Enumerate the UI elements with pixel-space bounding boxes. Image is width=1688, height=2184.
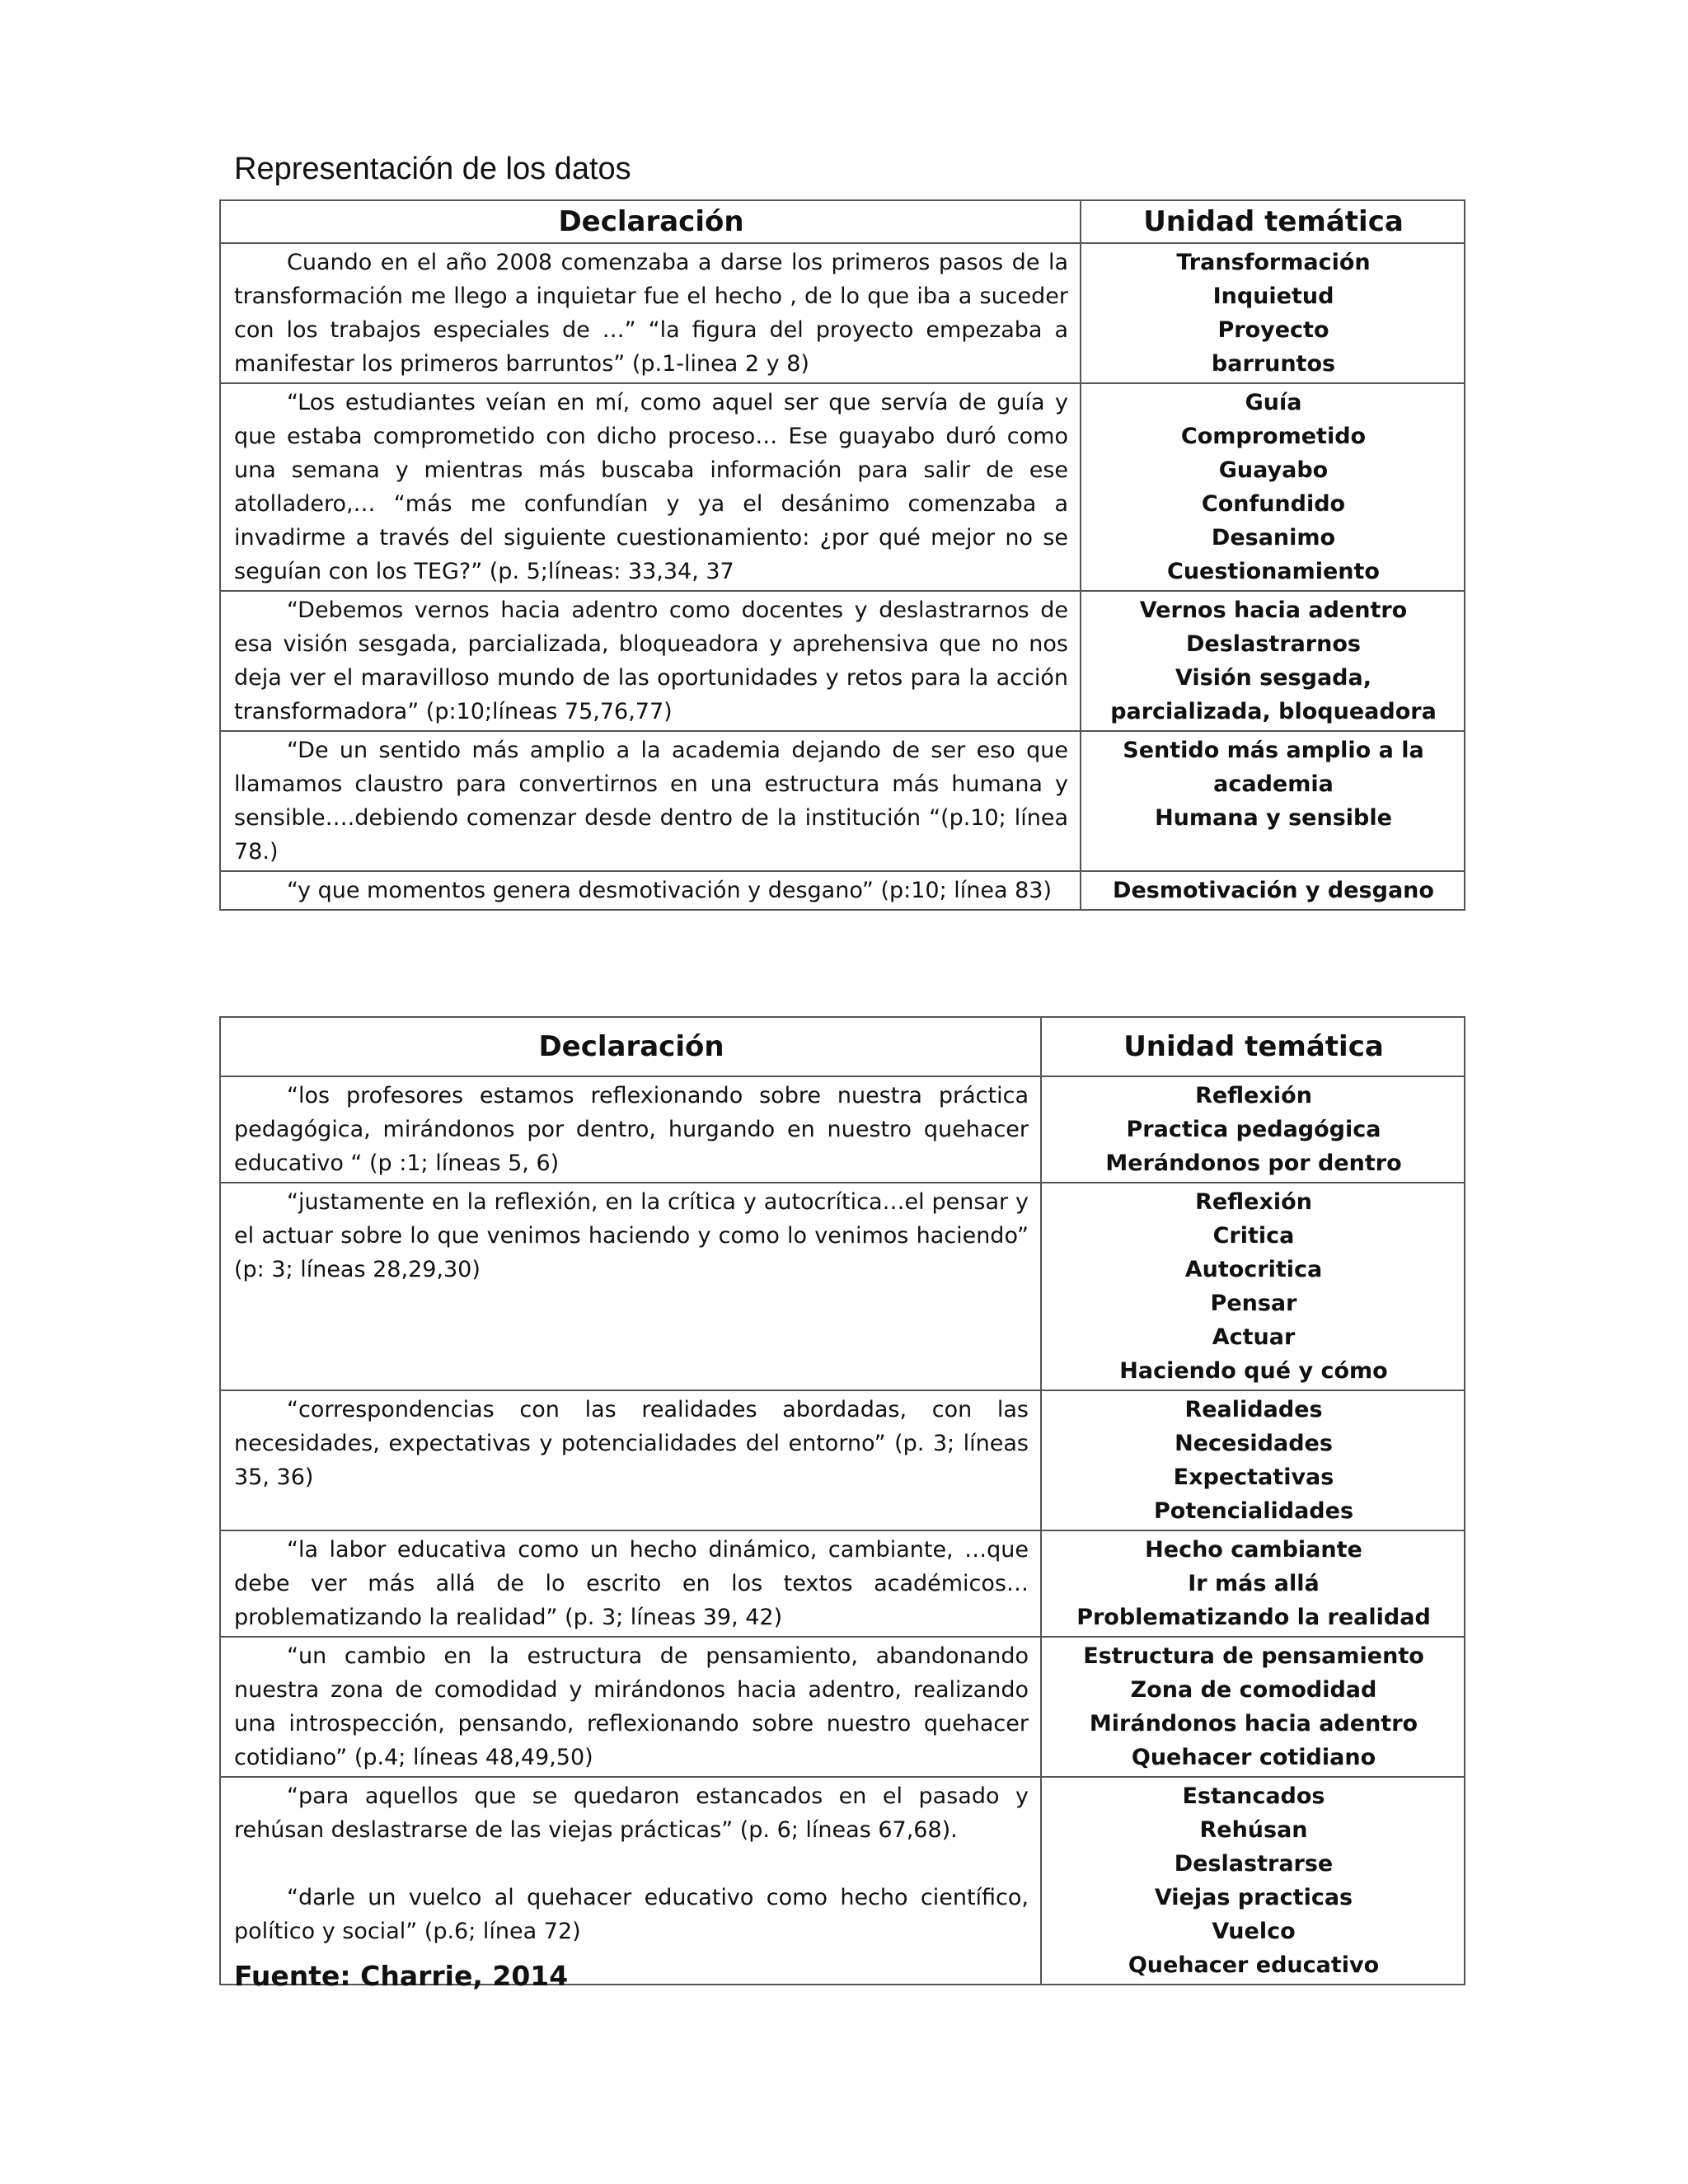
declaration-text: “para aquellos que se quedaron estancados en el pasado y rehúsan deslastrarse de las viejas prácticas” (p. 6; líneas 67,68). (234, 1783, 1029, 1843)
declaration-cell (220, 1777, 1041, 1985)
thematic-unit-cell (1041, 1637, 1465, 1777)
table-body (220, 243, 1465, 910)
thematic-unit: Necesidades (1175, 1431, 1333, 1456)
declaration-cell (220, 871, 1081, 910)
thematic-unit: parcializada, bloqueadora (1110, 699, 1437, 724)
thematic-unit-cell (1081, 871, 1465, 910)
declaration-cell (220, 243, 1081, 383)
thematic-unit: Problematizando la realidad (1076, 1605, 1431, 1630)
declaration-text: “justamente en la reflexión, en la crítica y autocrítica…el pensar y el actuar sobre lo que venimos haciendo y como lo venimos haciendo” (p: 3; líneas 28,29,30) (234, 1189, 1029, 1282)
table-header-row (220, 200, 1465, 243)
thematic-unit: Guía (1245, 390, 1302, 415)
thematic-unit-column-header: Unidad temática (1041, 1017, 1465, 1076)
thematic-unit: Zona de comodidad (1130, 1677, 1377, 1703)
thematic-unit: Reflexión (1195, 1189, 1312, 1215)
declaration-cell (220, 591, 1081, 731)
thematic-unit-cell (1081, 591, 1465, 731)
table-row (220, 1777, 1465, 1985)
thematic-unit-cell (1081, 243, 1465, 383)
thematic-unit: Proyecto (1217, 317, 1329, 343)
table-body (220, 1076, 1465, 1985)
thematic-unit: Vernos hacia adentro (1139, 598, 1408, 623)
declaration-column-header: Declaración (220, 1017, 1041, 1076)
thematic-unit: Humana y sensible (1155, 805, 1392, 831)
thematic-unit: Estancados (1182, 1783, 1325, 1809)
declaration-text: “y que momentos genera desmotivación y desgano” (p:10; línea 83) (287, 878, 1052, 903)
declaration-text: Cuando en el año 2008 comenzaba a darse los primeros pasos de la transformación me llego a inquietar fue el hecho , de lo que iba a suceder con los trabajos especiales de …” “la figura del proyecto empezaba a manifestar los primeros barruntos” (p.1-linea 2 y 8) (234, 250, 1068, 377)
thematic-table-2 (219, 1016, 1465, 1985)
thematic-unit: Merándonos por dentro (1105, 1151, 1402, 1176)
thematic-unit: Rehúsan (1199, 1817, 1308, 1843)
thematic-unit: Potencialidades (1153, 1498, 1354, 1524)
page-title: Representación de los datos (234, 152, 631, 186)
thematic-unit: Mirándonos hacia adentro (1089, 1711, 1418, 1736)
thematic-unit: Transformación (1176, 250, 1371, 275)
thematic-unit: Deslastrarnos (1186, 631, 1361, 657)
thematic-unit: Viejas practicas (1154, 1885, 1353, 1910)
declaration-cell (220, 1183, 1041, 1390)
thematic-unit-cell (1041, 1390, 1465, 1530)
declaration-cell (220, 383, 1081, 591)
thematic-table-1 (219, 199, 1465, 911)
declaration-cell (220, 731, 1081, 871)
thematic-unit: Haciendo qué y cómo (1119, 1358, 1388, 1384)
thematic-unit: academia (1213, 771, 1334, 797)
declaration-text: “De un sentido más amplio a la academia dejando de ser eso que llamamos claustro para convertirnos en una estructura más humana y sensible….debiendo comenzar desde dentro de la institución “(p.10; línea 78.) (234, 738, 1068, 865)
thematic-unit: Estructura de pensamiento (1083, 1643, 1424, 1669)
thematic-unit-cell (1041, 1183, 1465, 1390)
thematic-unit: Actuar (1212, 1324, 1296, 1350)
declaration-text: “Debemos vernos hacia adentro como docentes y deslastrarnos de esa visión sesgada, parcializada, bloqueadora y aprehensiva que no nos deja ver el maravilloso mundo de las oportunidades y retos para la acción transformadora” (p:10;líneas 75,76,77) (234, 598, 1068, 724)
declaration-cell (220, 1637, 1041, 1777)
table-header-row (220, 1017, 1465, 1076)
thematic-unit: Visión sesgada, (1175, 665, 1372, 691)
thematic-unit-cell (1041, 1076, 1465, 1183)
declaration-text: “Los estudiantes veían en mí, como aquel ser que servía de guía y que estaba comprometido con dicho proceso… Ese guayabo duró como una semana y mientras más buscaba información para salir de ese atolladero,… “más me confundían y ya el desánimo comenzaba a invadirme a través del siguiente cuestionamiento: ¿por qué mejor no se seguían con los TEG?” (p. 5;líneas: 33,34, 37 (234, 390, 1068, 584)
thematic-unit: Deslastrarse (1174, 1851, 1334, 1877)
thematic-unit: Quehacer educativo (1128, 1952, 1380, 1978)
thematic-unit: Critica (1212, 1223, 1295, 1249)
thematic-unit: Vuelco (1212, 1919, 1296, 1944)
declaration-text: “darle un vuelco al quehacer educativo como hecho científico, político y social” (p.6; línea 72) (234, 1885, 1029, 1944)
declaration-text: “correspondencias con las realidades abordadas, con las necesidades, expectativas y potencialidades del entorno” (p. 3; líneas 35, 36) (234, 1397, 1029, 1490)
declaration-text: “los profesores estamos reflexionando sobre nuestra práctica pedagógica, mirándonos por dentro, hurgando en nuestro quehacer educativo “ (p :1; líneas 5, 6) (234, 1083, 1029, 1176)
thematic-unit: Autocritica (1184, 1257, 1323, 1282)
table-row (220, 1637, 1465, 1777)
thematic-unit: Expectativas (1173, 1465, 1334, 1490)
declaration-column-header: Declaración (220, 200, 1081, 243)
thematic-unit: Pensar (1210, 1291, 1297, 1316)
declaration-text: “un cambio en la estructura de pensamiento, abandonando nuestra zona de comodidad y mirándonos hacia adentro, realizando una introspección, pensando, reflexionando sobre nuestro quehacer cotidiano” (p.4; líneas 48,49,50) (234, 1643, 1029, 1770)
thematic-unit: Desmotivación y desgano (1113, 878, 1434, 903)
thematic-unit: Hecho cambiante (1145, 1537, 1362, 1563)
thematic-unit: Guayabo (1218, 457, 1329, 483)
thematic-unit: Desanimo (1211, 525, 1336, 551)
table-row (220, 1530, 1465, 1637)
table-row (220, 591, 1465, 731)
thematic-unit-cell (1041, 1530, 1465, 1637)
thematic-unit: Quehacer cotidiano (1131, 1745, 1376, 1770)
thematic-unit: Reflexión (1195, 1083, 1312, 1108)
table-row (220, 383, 1465, 591)
thematic-unit: Inquietud (1212, 284, 1334, 309)
declaration-cell (220, 1530, 1041, 1637)
thematic-unit: Sentido más amplio a la (1123, 738, 1424, 763)
table-row (220, 1390, 1465, 1530)
table-row (220, 243, 1465, 383)
table-row (220, 731, 1465, 871)
table-row (220, 871, 1465, 910)
declaration-cell (220, 1076, 1041, 1183)
thematic-unit: Ir más allá (1188, 1571, 1320, 1596)
thematic-unit: Practica pedagógica (1126, 1117, 1381, 1142)
thematic-unit: Cuestionamiento (1167, 559, 1380, 584)
source-caption: Fuente: Charrie, 2014 (234, 1960, 569, 1992)
thematic-unit-cell (1041, 1777, 1465, 1985)
thematic-unit: Comprometido (1180, 424, 1367, 449)
thematic-unit-column-header: Unidad temática (1081, 200, 1465, 243)
thematic-unit-cell (1081, 383, 1465, 591)
declaration-cell (220, 1390, 1041, 1530)
declaration-text: “la labor educativa como un hecho dinámico, cambiante, …que debe ver más allá de lo escrito en los textos académicos…problematizando la realidad” (p. 3; líneas 39, 42) (234, 1537, 1029, 1630)
thematic-unit-cell (1081, 731, 1465, 871)
table-row (220, 1183, 1465, 1390)
thematic-unit: Confundido (1201, 491, 1346, 517)
thematic-unit: barruntos (1211, 351, 1336, 377)
thematic-unit: Realidades (1184, 1397, 1323, 1422)
table-row (220, 1076, 1465, 1183)
